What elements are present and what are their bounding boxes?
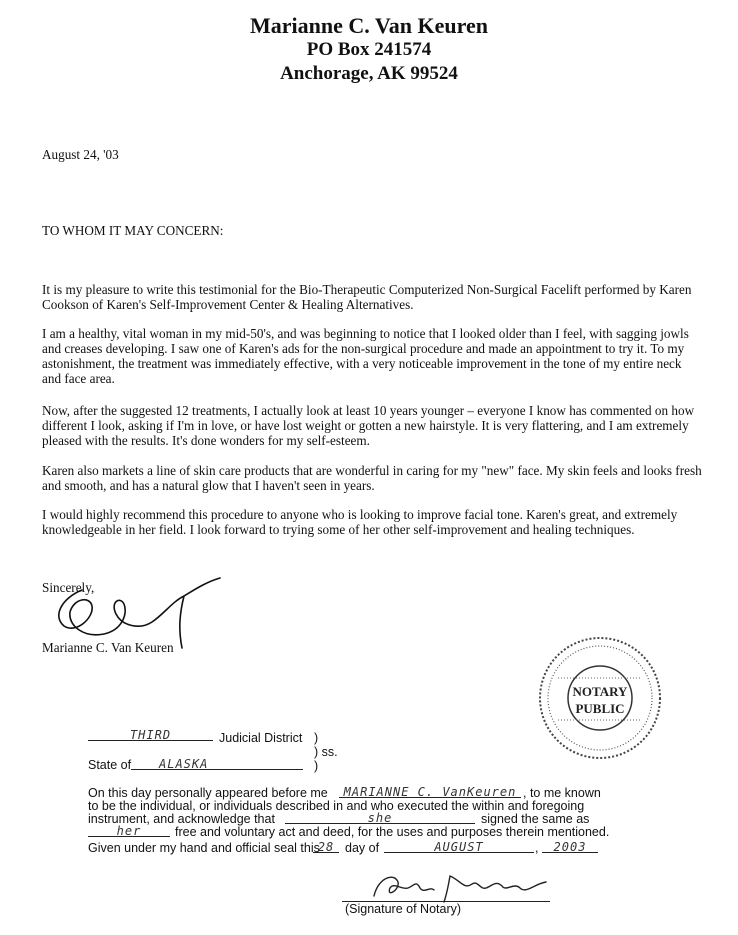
ss-label: ) ss. xyxy=(314,745,338,759)
paragraph-intro: It is my pleasure to write this testimonial for the Bio-Therapeutic Computerized Non-Surgical Facelift performed by Karen Cookson of Karen's Self-Improvement Center & Healing Alternatives. xyxy=(42,282,692,312)
appeared-text: On this day personally appeared before me xyxy=(88,786,328,800)
given-text: Given under my hand and official seal this xyxy=(88,841,320,855)
state-label: State of xyxy=(88,758,132,772)
day-value: 28 xyxy=(317,840,335,854)
notary-line3-b: signed the same as xyxy=(481,812,590,826)
closing: Sincerely, xyxy=(42,580,95,595)
bracket-top: ) xyxy=(314,731,319,745)
letterhead-address-line1: PO Box 241574 xyxy=(306,39,432,60)
district-label: Judicial District xyxy=(219,731,303,745)
salutation: TO WHOM IT MAY CONCERN: xyxy=(42,223,224,238)
pronoun-field-2 xyxy=(88,822,170,837)
paragraph-products: Karen also markets a line of skin care products that are wonderful in caring for my "new" face. My skin feels and looks fresh and smooth, and has a natural glow that I haven't seen in years. xyxy=(42,463,702,493)
paragraph-background: I am a healthy, vital woman in my mid-50's, and was beginning to notice that I looked older than I feel, with sagging jowls and creases developing. I saw one of Karen's ads for the non-surgical procedure and made an appointment to try it. To my astonishment, the treatment was immediately effective, with a very noticeable improvement in the tone of my entire neck and face area. xyxy=(42,326,689,386)
comma: , xyxy=(535,841,539,855)
appeared-name-field xyxy=(339,783,521,798)
bracket-bottom: ) xyxy=(314,759,319,773)
notary-line2: to be the individual, or individuals described in and who executed the within and foregoing xyxy=(88,799,585,813)
year-value: 2003 xyxy=(553,840,587,854)
signer-name: Marianne C. Van Keuren xyxy=(42,640,174,655)
known-text: , to me known xyxy=(523,786,601,800)
letterhead-name: Marianne C. Van Keuren xyxy=(250,13,488,38)
notary-signature-label: (Signature of Notary) xyxy=(345,902,462,916)
paragraph-results: Now, after the suggested 12 treatments, I actually look at least 10 years younger – everyone I know has commented on how different I look, asking if I'm in love, or have lost weight or gotten a new hairstyle. It is very flattering, and I am extremely pleased with the results. It's done wonders for my self-esteem. xyxy=(42,403,695,448)
year-field xyxy=(542,838,598,853)
appeared-name: MARIANNE C. VanKeuren xyxy=(343,785,517,799)
pronoun-her: her xyxy=(116,824,142,838)
paragraph-recommendation: I would highly recommend this procedure to anyone who is looking to improve facial tone. Karen's great, and extremely knowledgeable in her field. I look forward to trying some of her other self-improvement and healing techniques. xyxy=(42,507,678,537)
notary-line4: free and voluntary act and deed, for the uses and purposes therein mentioned. xyxy=(175,825,610,839)
month-value: AUGUST xyxy=(434,840,484,854)
district-value: THIRD xyxy=(129,728,172,742)
pronoun-she: she xyxy=(367,811,393,825)
letter-date: August 24, '03 xyxy=(42,147,119,162)
notary-seal xyxy=(536,634,664,762)
month-field xyxy=(384,838,534,853)
seal-text-notary: NOTARY xyxy=(572,684,628,699)
pronoun-field-1 xyxy=(285,809,475,824)
letterhead xyxy=(0,14,738,86)
seal-text-public: PUBLIC xyxy=(575,701,625,716)
day-of-text: day of xyxy=(345,841,380,855)
day-field xyxy=(313,838,339,853)
letterhead-address-line2: Anchorage, AK 99524 xyxy=(280,63,458,84)
state-value: ALASKA xyxy=(159,757,209,771)
district-field xyxy=(88,726,213,741)
state-field xyxy=(131,755,303,770)
notary-line3-a: instrument, and acknowledge that xyxy=(88,812,275,826)
